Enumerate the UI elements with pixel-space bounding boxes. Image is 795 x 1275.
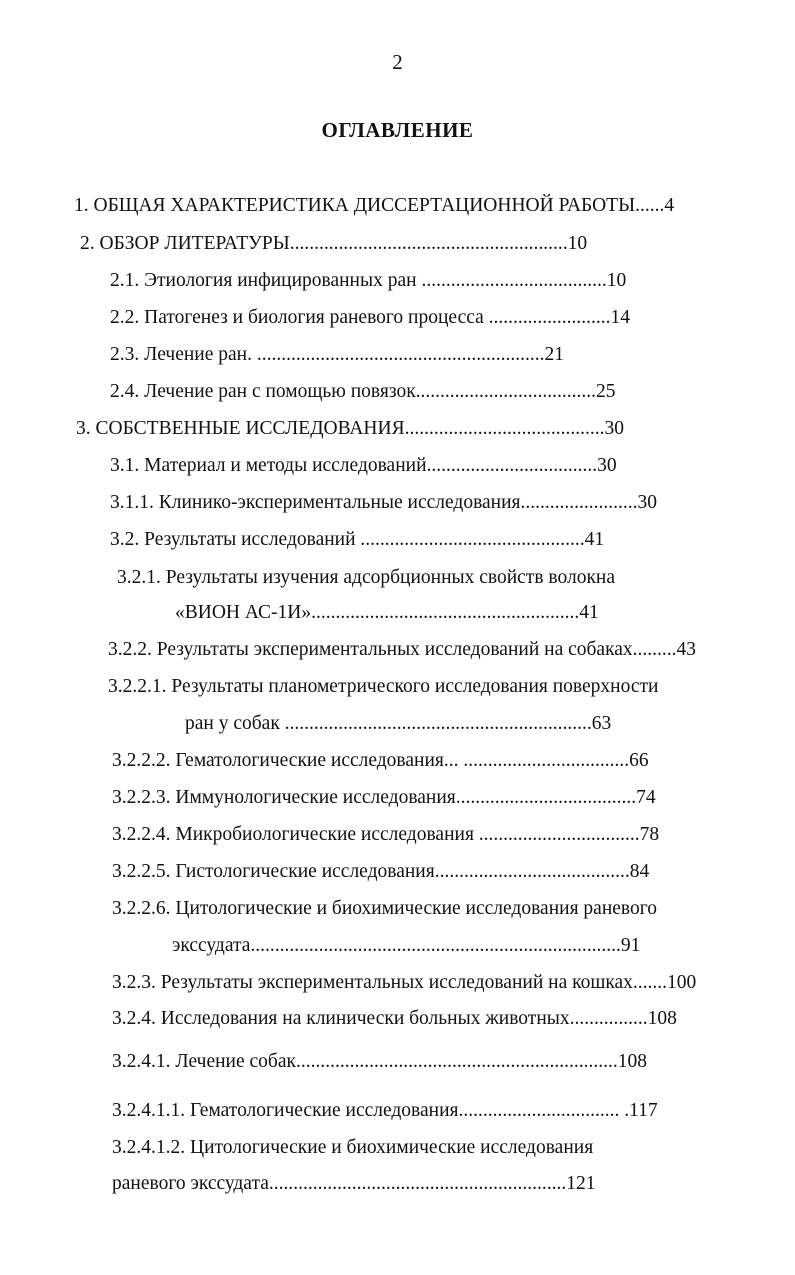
toc-entry-3-2-4-1-1: 3.2.4.1.1. Гематологические исследования................................. .117 bbox=[112, 1100, 658, 1121]
toc-entry-3-2-2-6-cont: экссудата............................................................................91 bbox=[172, 935, 641, 956]
toc-entry-3-2-2-6: 3.2.2.6. Цитологические и биохимические исследования раневого bbox=[112, 898, 657, 919]
toc-entry-3-2-3: 3.2.3. Результаты экспериментальных исследований на кошках.......100 bbox=[112, 972, 697, 993]
toc-entry-3-2-2-4: 3.2.2.4. Микробиологические исследования .................................78 bbox=[112, 824, 660, 845]
toc-entry-3-2-2: 3.2.2. Результаты экспериментальных исследований на собаках.........43 bbox=[108, 639, 697, 660]
page-title: ОГЛАВЛЕНИЕ bbox=[321, 118, 474, 142]
toc-entry-3-2-2-2: 3.2.2.2. Гематологические исследования... ..................................66 bbox=[112, 750, 649, 771]
toc-entry-3-2-2-1-cont: ран у собак ...............................................................63 bbox=[185, 713, 612, 734]
toc-entry-3-1-1: 3.1.1. Клинико-экспериментальные исследования........................30 bbox=[110, 492, 658, 513]
toc-entry-2-2: 2.2. Патогенез и биология раневого процесса .........................14 bbox=[110, 307, 631, 328]
toc-entry-2-3: 2.3. Лечение ран. ...........................................................21 bbox=[110, 344, 564, 365]
toc-entry-3-2-4-1-2-cont: раневого экссудата.............................................................121 bbox=[112, 1173, 596, 1194]
toc-entry-3-2-2-1: 3.2.2.1. Результаты планометрического исследования поверхности bbox=[108, 676, 659, 697]
toc-entry-3-2-4-1: 3.2.4.1. Лечение собак..................................................................108 bbox=[112, 1051, 647, 1072]
toc-entry-3-2-4: 3.2.4. Исследования на клинически больных животных................108 bbox=[112, 1008, 677, 1029]
toc-entry-2-4: 2.4. Лечение ран с помощью повязок.....................................25 bbox=[110, 381, 616, 402]
toc-entry-3-1: 3.1. Материал и методы исследований...................................30 bbox=[110, 455, 617, 476]
toc-entry-3-2-1: 3.2.1. Результаты изучения адсорбционных свойств волокна bbox=[117, 567, 616, 588]
toc-entry-2: 2. ОБЗОР ЛИТЕРАТУРЫ.........................................................10 bbox=[80, 233, 588, 254]
toc-entry-3-2-2-5: 3.2.2.5. Гистологические исследования........................................84 bbox=[112, 861, 650, 882]
page-number: 2 bbox=[392, 50, 403, 74]
toc-entry-3-2: 3.2. Результаты исследований ..............................................41 bbox=[110, 529, 605, 550]
toc-entry-3: 3. СОБСТВЕННЫЕ ИССЛЕДОВАНИЯ.........................................30 bbox=[76, 418, 624, 439]
toc-entry-1: 1. ОБЩАЯ ХАРАКТЕРИСТИКА ДИССЕРТАЦИОННОЙ РАБОТЫ......4 bbox=[74, 195, 675, 216]
toc-entry-3-2-1-cont: «ВИОН АС-1И».......................................................41 bbox=[175, 602, 599, 623]
toc-entry-2-1: 2.1. Этиология инфицированных ран ......................................10 bbox=[110, 270, 627, 291]
toc-entry-3-2-2-3: 3.2.2.3. Иммунологические исследования.....................................74 bbox=[112, 787, 656, 808]
toc-entry-3-2-4-1-2: 3.2.4.1.2. Цитологические и биохимические исследования bbox=[112, 1137, 594, 1158]
